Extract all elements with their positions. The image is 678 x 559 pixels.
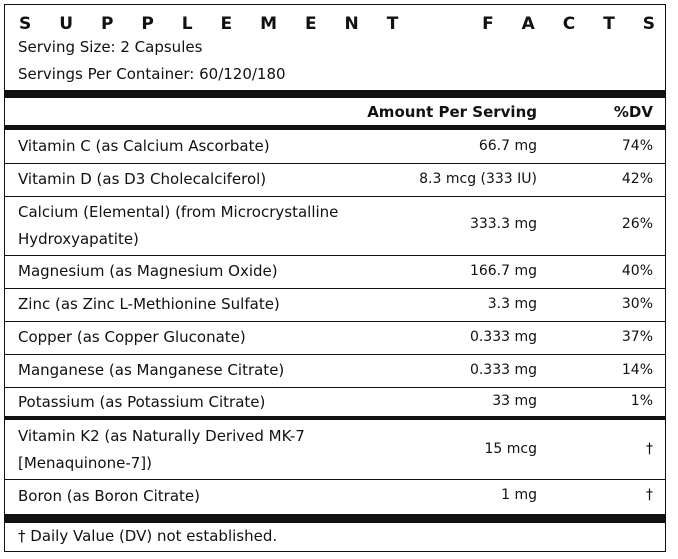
nutrient-amount: 15 mcg xyxy=(484,441,537,457)
nutrient-name: Vitamin D (as D3 Cholecalciferol) xyxy=(18,170,267,188)
nutrient-dv: † xyxy=(646,487,653,503)
nutrient-row xyxy=(5,197,665,255)
nutrient-amount: 66.7 mg xyxy=(478,138,537,154)
nutrient-amount: 333.3 mg xyxy=(469,216,537,232)
serving-size: Serving Size: 2 Capsules xyxy=(18,38,203,56)
amount-per-serving-header: Amount Per Serving xyxy=(367,103,537,121)
title-letter: M xyxy=(260,14,278,34)
nutrient-amount: 8.3 mcg (333 IU) xyxy=(419,171,537,187)
nutrient-amount: 166.7 mg xyxy=(469,263,537,279)
servings-per-container: Servings Per Container: 60/120/180 xyxy=(18,65,286,83)
title-letter: T xyxy=(386,14,399,34)
nutrient-name: Manganese (as Manganese Citrate) xyxy=(18,361,285,379)
supplement-facts-panel xyxy=(4,4,666,552)
thick-divider-bottom xyxy=(5,514,665,523)
nutrient-dv: 40% xyxy=(621,263,653,279)
panel-title xyxy=(19,11,655,37)
daily-value-header: %DV xyxy=(613,103,653,121)
nutrient-amount: 0.333 mg xyxy=(469,329,537,345)
nutrient-dv: 74% xyxy=(621,138,653,154)
nutrient-dv: 26% xyxy=(621,216,653,232)
title-letter: F xyxy=(482,14,494,34)
title-letter: P xyxy=(100,14,114,34)
nutrient-row xyxy=(5,131,665,163)
nutrient-name: Zinc (as Zinc L-Methionine Sulfate) xyxy=(18,295,280,313)
title-letter: N xyxy=(344,14,359,34)
nutrient-row xyxy=(5,421,665,479)
nutrient-name-continued: Hydroxyapatite) xyxy=(18,230,139,248)
nutrient-name: Vitamin K2 (as Naturally Derived MK-7 xyxy=(18,427,305,445)
nutrient-row xyxy=(5,322,665,354)
nutrient-name: Magnesium (as Magnesium Oxide) xyxy=(18,262,278,280)
nutrient-name: Vitamin C (as Calcium Ascorbate) xyxy=(18,137,270,155)
title-letter: A xyxy=(521,14,535,34)
nutrient-dv: 30% xyxy=(621,296,653,312)
column-header-row xyxy=(5,99,665,125)
title-letter: C xyxy=(562,14,576,34)
nutrient-name-continued: [Menaquinone-7]) xyxy=(18,454,152,472)
nutrient-row xyxy=(5,355,665,387)
title-letter: S xyxy=(642,14,655,34)
nutrient-amount: 3.3 mg xyxy=(487,296,537,312)
nutrient-amount: 1 mg xyxy=(501,487,537,503)
title-letter: E xyxy=(304,14,317,34)
nutrient-name: Potassium (as Potassium Citrate) xyxy=(18,393,266,411)
nutrient-row xyxy=(5,256,665,288)
thick-divider-top xyxy=(5,90,665,98)
title-letter: P xyxy=(141,14,154,34)
thick-divider-header xyxy=(5,125,665,130)
nutrient-dv: 42% xyxy=(621,171,653,187)
title-letter: T xyxy=(603,14,615,34)
nutrient-dv: † xyxy=(646,441,653,457)
nutrient-row xyxy=(5,164,665,196)
nutrient-row xyxy=(5,289,665,321)
title-letter: U xyxy=(59,14,73,34)
title-letter: L xyxy=(181,14,193,34)
nutrient-row xyxy=(5,480,665,512)
title-letter: S xyxy=(19,14,32,34)
title-letter: E xyxy=(220,14,233,34)
nutrient-dv: 37% xyxy=(621,329,653,345)
nutrient-name: Boron (as Boron Citrate) xyxy=(18,487,200,505)
nutrient-amount: 0.333 mg xyxy=(469,362,537,378)
daily-value-footnote: † Daily Value (DV) not established. xyxy=(18,527,278,545)
nutrient-name: Calcium (Elemental) (from Microcrystalline xyxy=(18,203,339,221)
nutrient-dv: 14% xyxy=(621,362,653,378)
thick-divider-middle xyxy=(5,416,665,420)
nutrient-row xyxy=(5,388,665,416)
nutrient-name: Copper (as Copper Gluconate) xyxy=(18,328,246,346)
nutrient-amount: 33 mg xyxy=(492,393,537,409)
nutrient-dv: 1% xyxy=(630,393,653,409)
